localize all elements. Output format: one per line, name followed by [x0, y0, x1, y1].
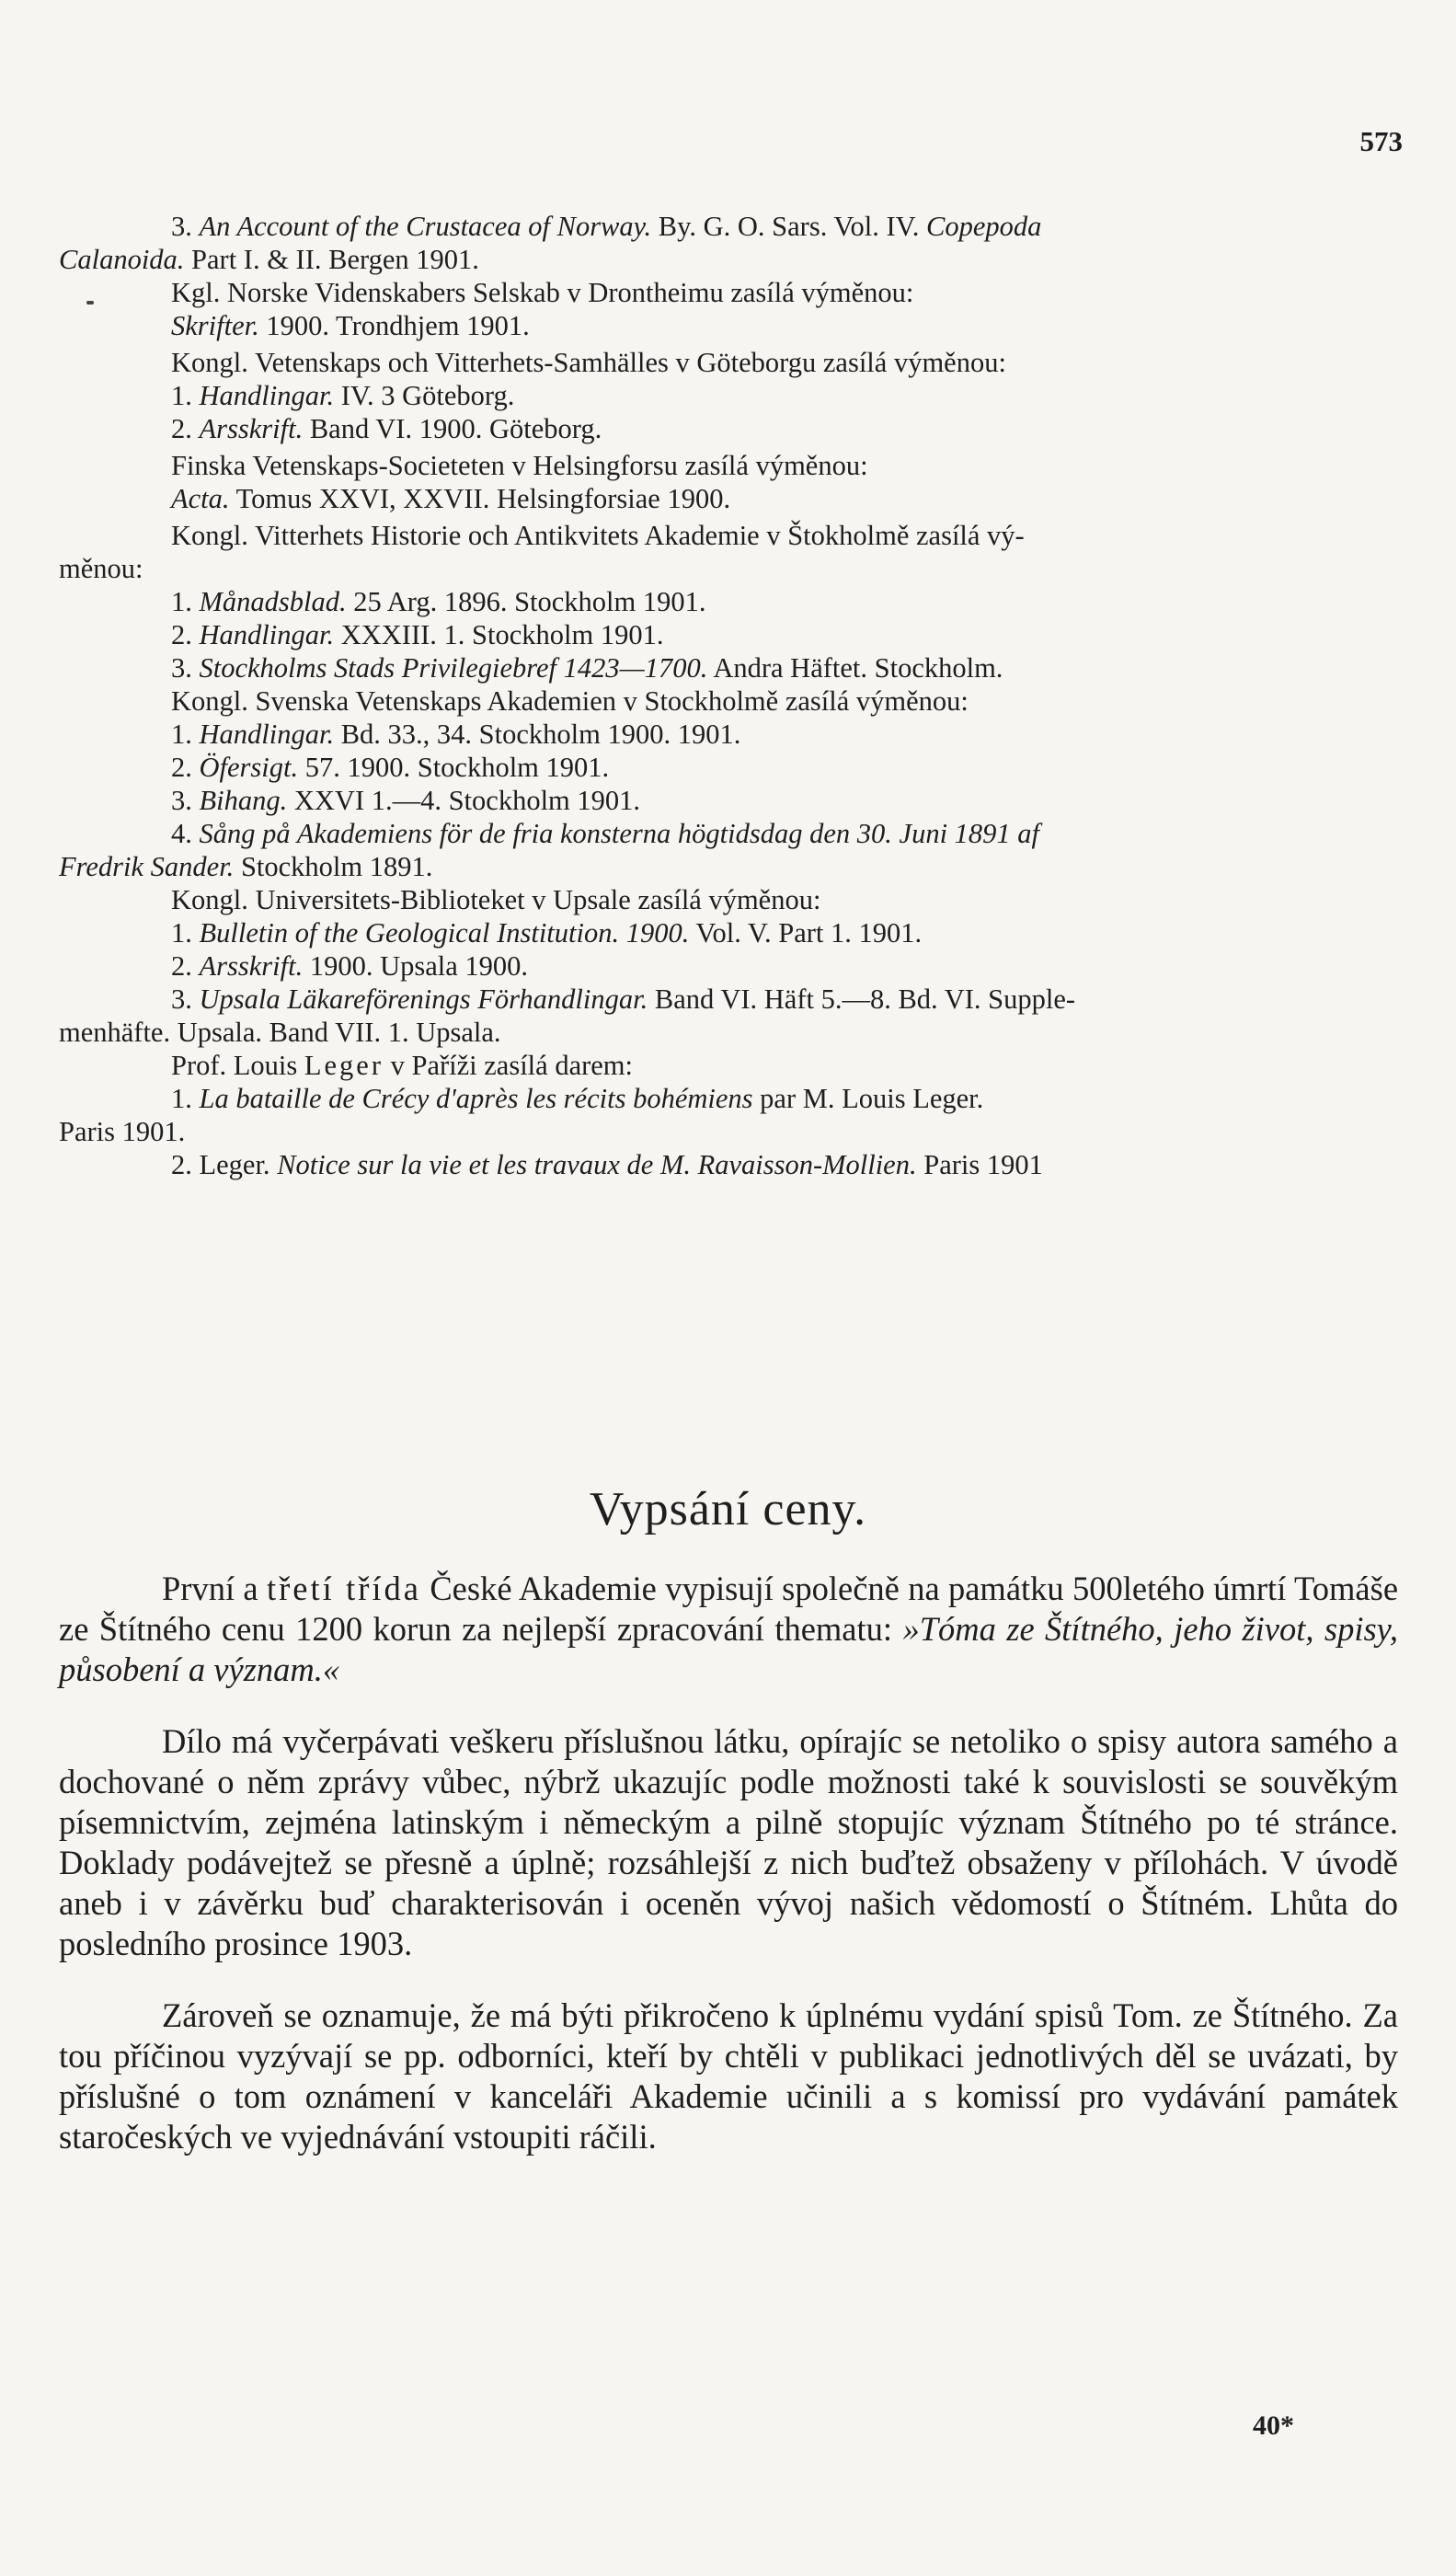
list-line: 4. Sång på Akademiens för de fria konsterna högtidsdag den 30. Juni 1891 af	[171, 818, 1040, 849]
list-line: 1. Bulletin of the Geological Institution. 1900. Vol. V. Part 1. 1901.	[171, 917, 923, 949]
print-speck	[86, 301, 94, 305]
list-line: Calanoida. Part I. & II. Bergen 1901.	[59, 244, 479, 275]
paragraph: Dílo má vyčerpávati veškeru příslušnou látku, opírajíc se netoliko o spisy autora samého a dochované o něm zprávy vůbec, nýbrž ukazujíc podle možnosti také k souvislosti se souvěkým písemnictvím, zejména latinským i německým a pilně stopujíc význam Štítného po té stránce. Doklady podávejtež se přesně a úplně; rozsáhlejší z nich buďtež obsaženy v přílohách. V úvodě aneb i v závěrku buď charakterisován i oceněn vývoj našich vědomostí o Štítném. Lhůta do posledního prosince 1903.	[59, 1722, 1398, 1962]
list-line: menhäfte. Upsala. Band VII. 1. Upsala.	[59, 1017, 501, 1048]
institution-heading: Kongl. Vetenskaps och Vitterhets-Samhälles v Göteborgu zasílá výměnou:	[171, 347, 1006, 378]
section-title: Vypsání ceny.	[589, 1483, 867, 1536]
list-line: 1. Månadsblad. 25 Arg. 1896. Stockholm 1901.	[171, 586, 706, 617]
list-line: 2. Arsskrift. 1900. Upsala 1900.	[171, 950, 529, 982]
list-line: Acta. Tomus XXVI, XXVII. Helsingforsiae 1900.	[171, 483, 731, 514]
institution-heading: Kongl. Svenska Vetenskaps Akademien v Stockholmě zasílá výměnou:	[171, 685, 969, 717]
list-line: 3. Bihang. XXVI 1.—4. Stockholm 1901.	[171, 785, 641, 816]
list-line: 2. Handlingar. XXXIII. 1. Stockholm 1901.	[171, 619, 664, 650]
list-line: 1. Handlingar. Bd. 33., 34. Stockholm 1900. 1901.	[171, 719, 741, 750]
institution-heading: Finska Vetenskaps-Societeten v Helsingforsu zasílá výměnou:	[171, 450, 868, 481]
institution-heading: Kongl. Universitets-Biblioteket v Upsale zasílá výměnou:	[171, 884, 821, 915]
list-line: Fredrik Sander. Stockholm 1891.	[59, 851, 433, 882]
list-line: 2. Arsskrift. Band VI. 1900. Göteborg.	[171, 413, 602, 444]
list-line: 1. La bataille de Crécy d'après les récits bohémiens par M. Louis Leger.	[171, 1083, 984, 1114]
list-line: Paris 1901.	[59, 1116, 186, 1147]
list-line: 3. An Account of the Crustacea of Norway. By. G. O. Sars. Vol. IV. Copepoda	[171, 211, 1042, 242]
sheet-mark: 40*	[1253, 2410, 1294, 2441]
prize-announcement	[59, 1569, 1398, 2189]
institution-heading: Prof. Louis Leger v Paříži zasílá darem:	[171, 1050, 634, 1081]
paragraph: První a třetí třída České Akademie vypisují společně na památku 500letého úmrtí Tomáše ze Štítného cenu 1200 korun za nejlepší zpracování thematu: »Tóma ze Štítného, jeho život, spisy, působení a význam.«	[59, 1570, 1399, 1688]
institution-heading: Kgl. Norske Videnskabers Selskab v Drontheimu zasílá výměnou:	[171, 277, 914, 308]
list-line: 3. Stockholms Stads Privilegiebref 1423—1700. Andra Häftet. Stockholm.	[171, 652, 1003, 684]
list-line: 2. Leger. Notice sur la vie et les travaux de M. Ravaisson-Mollien. Paris 1901	[171, 1149, 1043, 1180]
page-number: 573	[1359, 125, 1403, 157]
list-line: 1. Handlingar. IV. 3 Göteborg.	[171, 380, 515, 411]
paragraph: Zároveň se oznamuje, že má býti přikročeno k úplnému vydání spisů Tom. ze Štítného. Za tou příčinou vyzývají se pp. odborníci, kteří by chtěli v publikaci jednotlivých děl se uvázati, by příslušné o tom oznámení v kanceláři Akademie učinili a s komissí pro vydávání památek staročeských ve vyjednávání vstoupiti ráčili.	[59, 1996, 1398, 2156]
list-line: Skrifter. 1900. Trondhjem 1901.	[171, 310, 530, 341]
list-line: 3. Upsala Läkareförenings Förhandlingar. Band VI. Häft 5.—8. Bd. VI. Supple-	[171, 983, 1076, 1015]
institution-heading: Kongl. Vitterhets Historie och Antikvitets Akademie v Štokholmě zasílá vý-	[171, 520, 1025, 551]
exchange-list	[59, 210, 1402, 1181]
list-line: měnou:	[59, 553, 143, 584]
list-line: 2. Öfersigt. 57. 1900. Stockholm 1901.	[171, 752, 610, 783]
